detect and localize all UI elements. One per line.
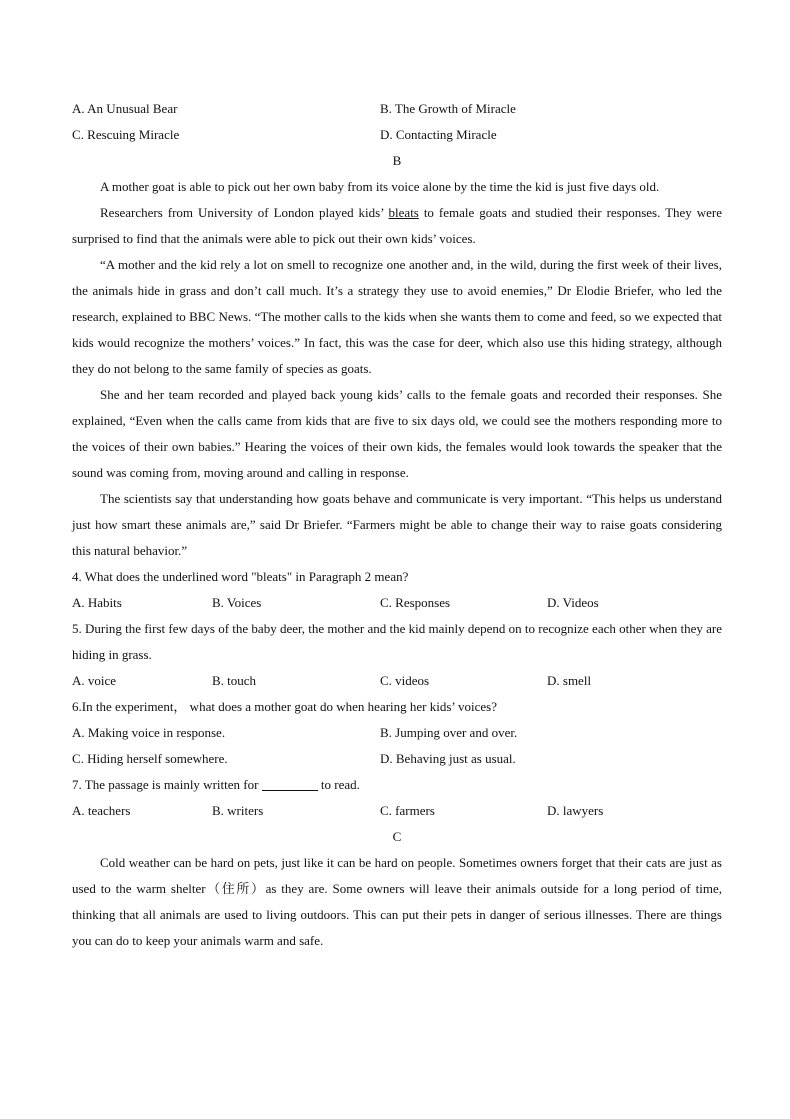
answer-blank: [262, 776, 318, 791]
q3-option-b: B. The Growth of Miracle: [380, 101, 516, 116]
q6-options-row-1: [72, 720, 722, 746]
q4-question: 4. What does the underlined word "bleats" in Paragraph 2 mean?: [72, 569, 409, 584]
q3-options-row-1: [72, 96, 722, 122]
q5-option-b: B. touch: [212, 673, 257, 688]
q7-option-a: A. teachers: [72, 803, 131, 818]
q6-option-c: C. Hiding herself somewhere.: [72, 751, 228, 766]
q7-question: [72, 772, 722, 798]
q4-option-c: C. Responses: [380, 595, 451, 610]
q4-option-d: D. Videos: [547, 595, 599, 610]
q7-option-c: C. farmers: [380, 803, 435, 818]
section-b-paragraph-3: “A mother and the kid rely a lot on smell to recognize one another and, in the wild, during the first week of their lives, the animals hide in grass and don’t call much. It’s a strategy they use to avoid enemies,” Dr Elodie Briefer, who led the research, explained to BBC News. “The mother calls to the kids when she wants them to come and feed, so we expected that kids would recognize the mothers’ voices.” In fact, this was the case for deer, which also use this hiding strategy, although they do not belong to the same family of species as goats.: [72, 257, 722, 376]
q7-text-after: to read.: [317, 777, 360, 792]
q7-options: [72, 798, 722, 824]
q7-option-d: D. lawyers: [547, 803, 604, 818]
section-b-heading: B: [392, 153, 402, 168]
q6-option-d: D. Behaving just as usual.: [380, 751, 516, 766]
section-b-paragraph-5: The scientists say that understanding how goats behave and communicate is very important. “This helps us understand just how smart these animals are,” said Dr Briefer. “Farmers might be able to change their way to raise goats considering this natural behavior.”: [72, 491, 722, 558]
section-b-paragraph-2: [72, 200, 722, 252]
q6-option-a: A. Making voice in response.: [72, 725, 226, 740]
q5-option-c: C. videos: [380, 673, 430, 688]
section-b-paragraph-1: A mother goat is able to pick out her own baby from its voice alone by the time the kid is just five days old.: [100, 179, 660, 194]
q3-option-d: D. Contacting Miracle: [380, 127, 497, 142]
q7-option-b: B. writers: [212, 803, 264, 818]
q6-option-b: B. Jumping over and over.: [380, 725, 518, 740]
q5-option-d: D. smell: [547, 673, 592, 688]
section-c-paragraph-1: Cold weather can be hard on pets, just like it can be hard on people. Sometimes owners forget that their cats are just as used to the warm shelter（住所）as they are. Some owners will leave their animals outside for a long period of time, thinking that all animals are used to living outdoors. This can put their pets in danger of serious illnesses. There are things you can do to keep your animals warm and safe.: [72, 855, 722, 948]
q5-options: [72, 668, 722, 694]
q3-option-c: C. Rescuing Miracle: [72, 127, 180, 142]
underlined-word-bleats: bleats: [388, 205, 419, 220]
q6-question: 6.In the experiment， what does a mother goat do when hearing her kids’ voices?: [72, 699, 498, 714]
q5-question: 5. During the first few days of the baby deer, the mother and the kid mainly depend on to recognize each other when they are hiding in grass.: [72, 621, 722, 662]
q4-options: [72, 590, 722, 616]
paragraph-2-text-before: Researchers from University of London played kids’: [100, 205, 389, 220]
q4-option-a: A. Habits: [72, 595, 122, 610]
q7-text-before: 7. The passage is mainly written for: [72, 777, 262, 792]
q5-option-a: A. voice: [72, 673, 117, 688]
section-b-paragraph-4: She and her team recorded and played back young kids’ calls to the female goats and recorded their responses. She explained, “Even when the calls came from kids that are five to six days old, we could see the mothers responding more to the voices of their own babies.” Hearing the voices of their own kids, the females would look towards the speaker that the sound was coming from, moving around and calling in response.: [72, 387, 722, 480]
section-c-heading: C: [392, 829, 402, 844]
q4-option-b: B. Voices: [212, 595, 262, 610]
q6-options-row-2: [72, 746, 722, 772]
q3-options-row-2: [72, 122, 722, 148]
document-page: [72, 96, 722, 954]
paragraph-2-text-after: to female goats and studied their responses. They were surprised to find that the animals were able to pick out their own kids’ voices.: [72, 205, 722, 246]
q3-option-a: A. An Unusual Bear: [72, 101, 178, 116]
